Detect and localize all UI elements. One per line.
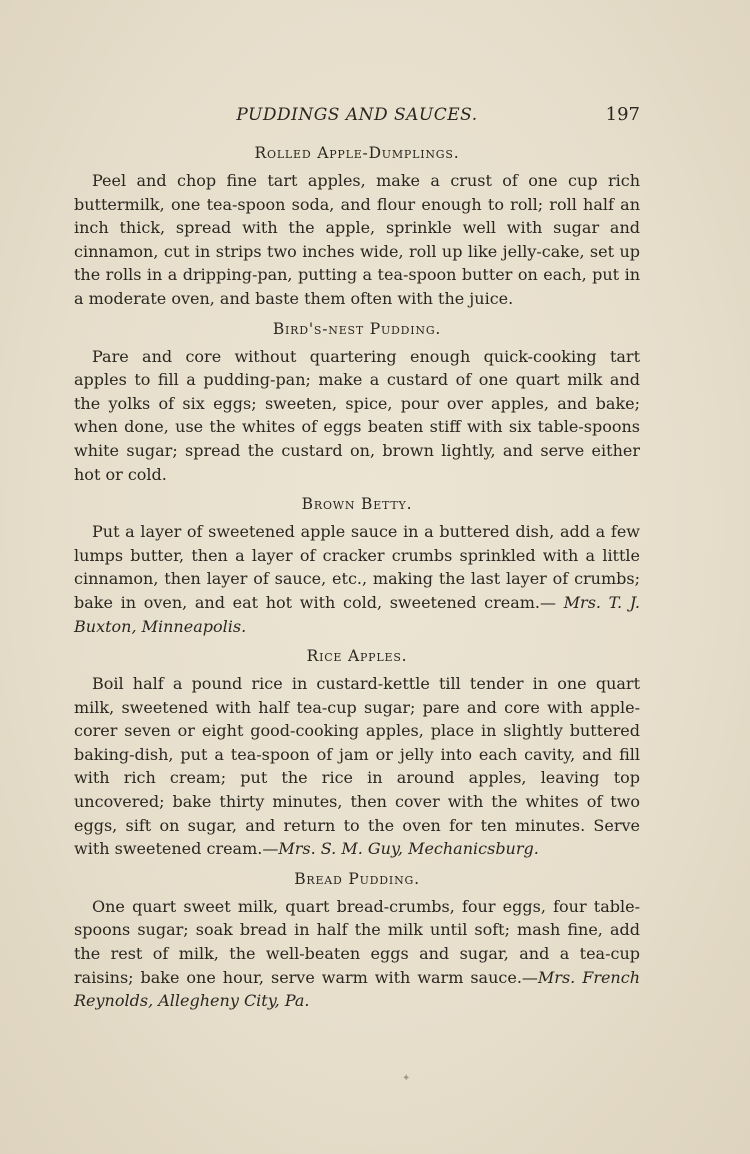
recipe-rice-apples — [74, 646, 640, 861]
recipe-title: Rice Apples. — [306, 647, 408, 666]
page-number: 197 — [605, 104, 640, 125]
recipe-bread-pudding — [74, 869, 640, 1013]
recipe-credit: Mrs. T. J. Buxton, Minneapolis. — [74, 592, 640, 636]
recipe-text: One quart sweet milk, quart bread-crumbs, four eggs, four table-spoons sugar; soak bread in half the milk until soft; mash fine, add the rest of milk, the well-beaten eggs and sugar, and a tea-cup raisins; bake one hour, serve warm with warm sauce.— — [74, 896, 640, 987]
recipe-title: Bird's-nest Pudding. — [272, 319, 442, 338]
recipe-text: Boil half a pound rice in custard-kettle till tender in one quart milk, sweetened with half tea-cup sugar; pare and core with apple-corer seven or eight good-cooking apples, place in slightly buttered baking-dish, put a tea-spoon of jam or jelly into each cavity, and fill with rich cream; put the rice in around apples, leaving top uncovered; bake thirty minutes, then cover with the whites of two eggs, sift on sugar, and return to the oven for ten minutes. Serve with sweetened cream.— — [74, 674, 640, 859]
recipe-body — [74, 345, 640, 487]
recipe-body — [74, 169, 640, 311]
running-head: PUDDINGS AND SAUCES. — [236, 105, 478, 125]
recipe-birds-nest-pudding — [74, 319, 640, 487]
recipe-text: Put a layer of sweetened apple sauce in a buttered dish, add a few lumps butter, then a layer of cracker crumbs sprinkled with a little cinnamon, then layer of sauce, etc., making the last layer of crumbs; bake in oven, and eat hot with cold, sweetened cream.— — [74, 522, 640, 612]
recipe-title: Brown Betty. — [301, 495, 413, 514]
recipe-body — [74, 672, 640, 861]
recipe-title: Rolled Apple-Dumplings. — [254, 144, 460, 162]
recipe-rolled-apple-dumplings — [74, 143, 640, 311]
page-content — [74, 143, 640, 1021]
recipe-credit: Mrs. French Reynolds, Allegheny City, Pa. — [74, 967, 641, 1011]
recipe-title: Bread Pudding. — [294, 869, 420, 888]
recipe-credit: Mrs. S. M. Guy, Mechanicsburg. — [278, 839, 539, 859]
ornament-mark-icon: ✦ — [402, 1073, 411, 1084]
recipe-text: Peel and chop fine tart apples, make a crust of one cup rich buttermilk, one tea-spoon soda, and flour enough to roll; roll half an inch thick, spread with the apple, sprinkle well with sugar and cinnamon, cut in strips two inches wide, roll up like jelly-cake, set up the rolls in a dripping-pan, putting a tea-spoon butter on each, put in a moderate oven, and baste them often with the juice. — [74, 171, 640, 308]
recipe-text: Pare and core without quartering enough quick-cooking tart apples to fill a pudding-pan; make a custard of one quart milk and the yolks of six eggs; sweeten, spice, pour over apples, and bake; when done, use the whites of eggs beaten stiff with six table-spoons white sugar; spread the custard on, brown lightly, and serve either hot or cold. — [74, 346, 640, 484]
recipe-brown-betty — [74, 494, 640, 638]
recipe-body — [74, 895, 640, 1013]
recipe-body — [74, 520, 640, 638]
page-header — [74, 101, 640, 129]
